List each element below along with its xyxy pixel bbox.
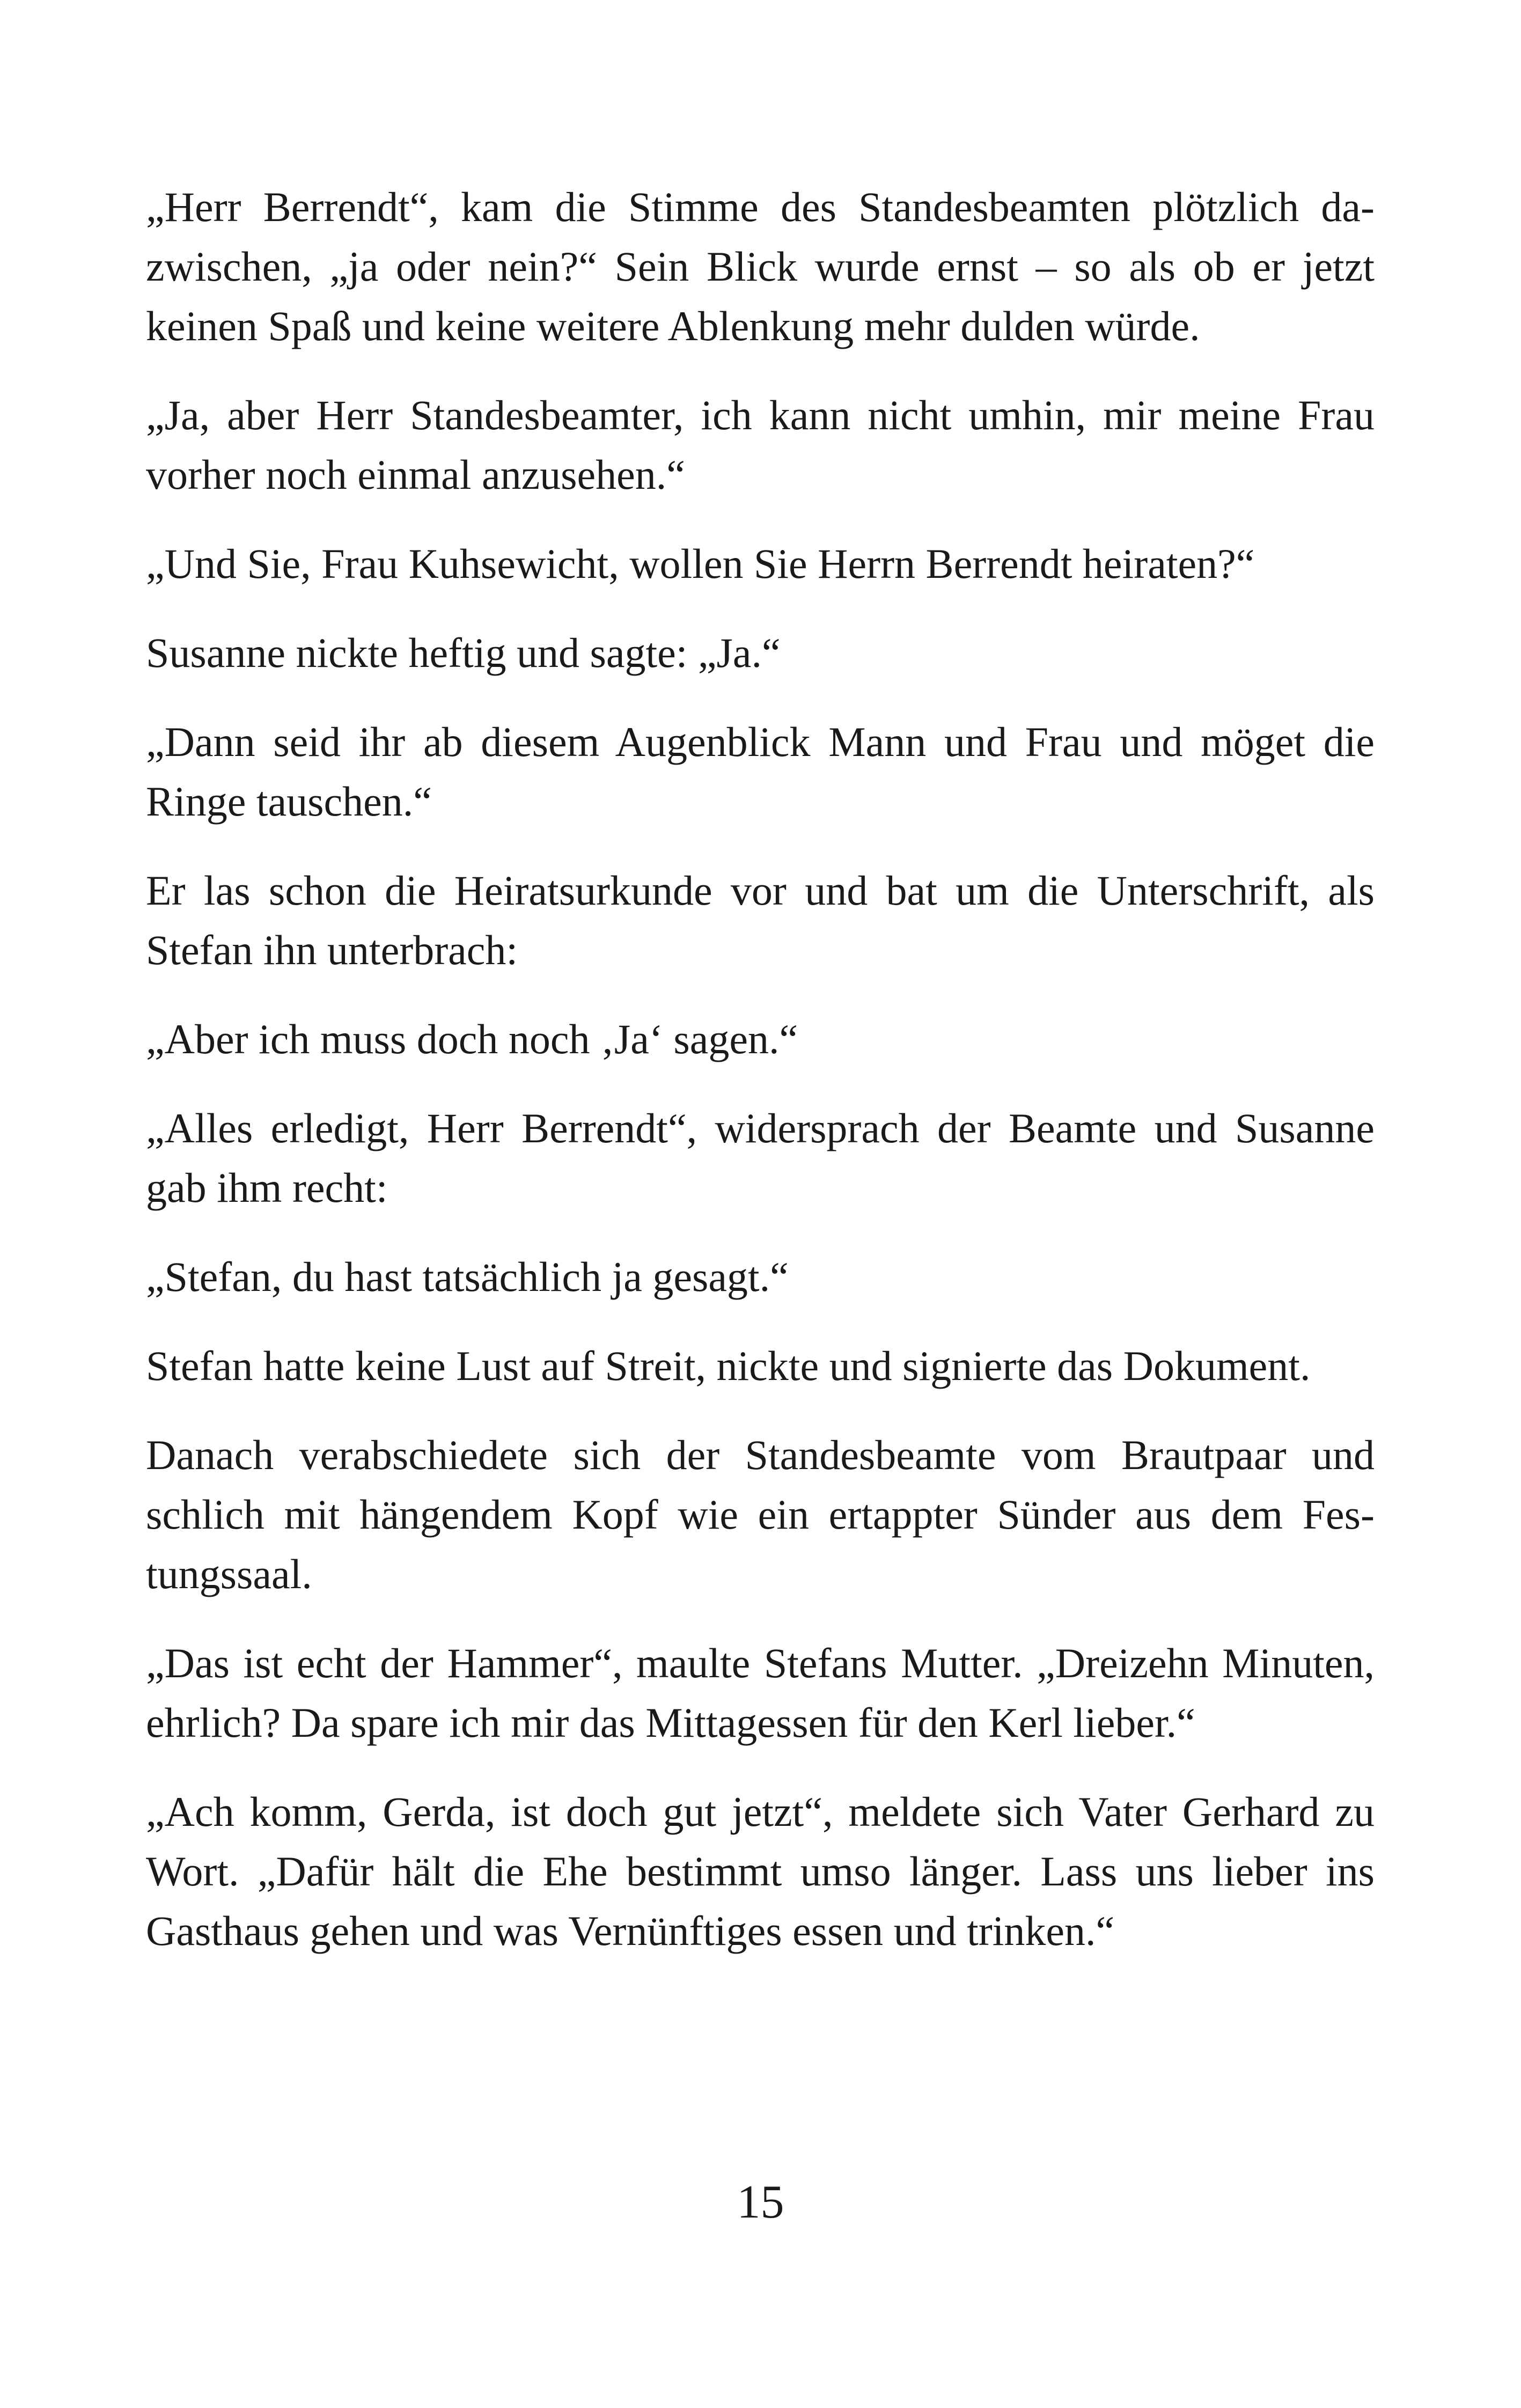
paragraph-8: „Alles erledigt, Herr Berrendt“, widersprach der Beamte und Susanne gab ihm recht: [146, 1105, 1375, 1211]
paragraph-10: Stefan hatte keine Lust auf Streit, nickte und signierte das Dokument. [146, 1342, 1311, 1389]
paragraph-5: „Dann seid ihr ab diesem Augenblick Mann und Frau und möget die Ringe tauschen.“ [146, 718, 1375, 825]
paragraph-2: „Ja, aber Herr Standesbeamter, ich kann nicht umhin, mir meine Frau vorher noch einmal anzusehen.“ [146, 392, 1375, 498]
paragraph-12: „Das ist echt der Hammer“, maulte Stefans Mutter. „Dreizehn Minuten, ehrlich? Da spare ich mir das Mittagessen für den Kerl lieber.“ [146, 1640, 1375, 1746]
page-number: 15 [737, 2176, 784, 2228]
body-text [146, 177, 1375, 1961]
paragraph-9: „Stefan, du hast tatsächlich ja gesagt.“ [146, 1253, 789, 1300]
paragraph-6: Er las schon die Heiratsurkunde vor und bat um die Unterschrift, als Stefan ihn unterbrach: [146, 867, 1375, 973]
paragraph-7: „Aber ich muss doch noch ‚Ja‘ sagen.“ [146, 1016, 798, 1062]
paragraph-13: „Ach komm, Gerda, ist doch gut jetzt“, meldete sich Vater Gerhard zu Wort. „Dafür hält die Ehe bestimmt umso länger. Lass uns lieber ins Gasthaus gehen und was Vernünftiges essen und trinken.“ [146, 1788, 1375, 1954]
paragraph-11: Danach verabschiedete sich der Standesbeamte vom Brautpaar und schlich mit hängendem Kopf wie ein ertappter Sünder aus dem Festungssaal. [146, 1431, 1375, 1597]
paragraph-4: Susanne nickte heftig und sagte: „Ja.“ [146, 629, 781, 676]
paragraph-3: „Und Sie, Frau Kuhsewicht, wollen Sie Herrn Berrendt heiraten?“ [146, 540, 1255, 587]
paragraph-1: „Herr Berrendt“, kam die Stimme des Standesbeamten plötzlich dazwischen, „ja oder nein?“ Sein Blick wurde ernst – so als ob er jetzt keinen Spaß und keine weitere Ablenkung mehr dulden würde. [146, 183, 1375, 349]
